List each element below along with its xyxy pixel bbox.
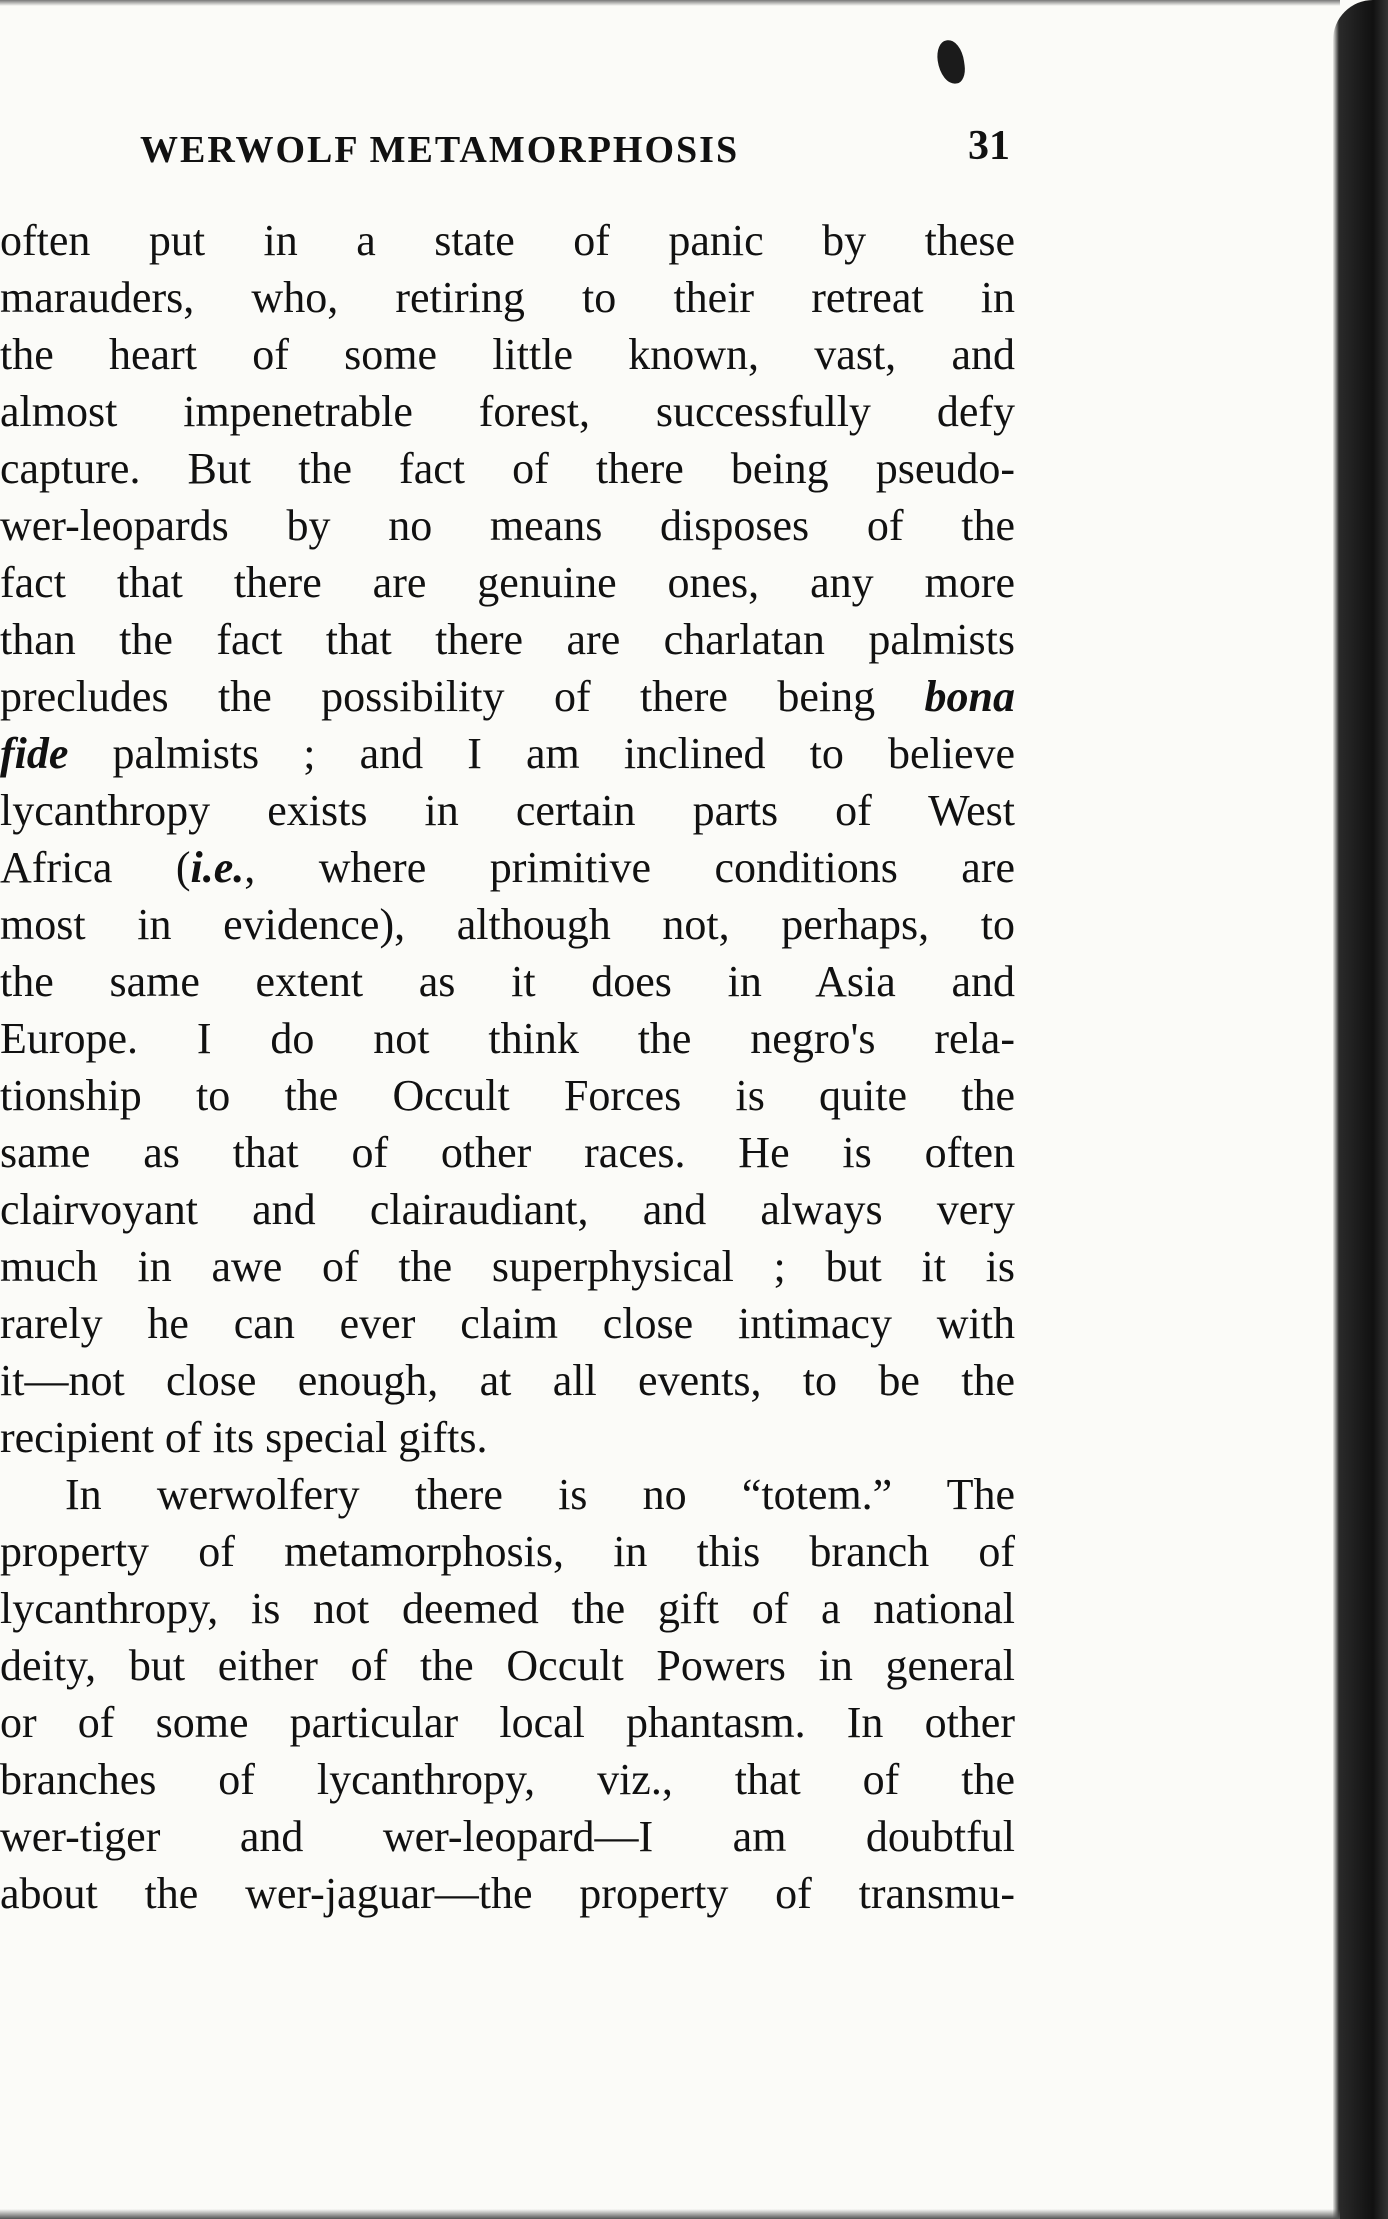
text-line: the same extent as it does in Asia and — [0, 957, 1015, 1006]
text-line: recipient of its special gifts. — [0, 1413, 488, 1462]
text-line — [0, 839, 1015, 896]
text-line: wer-leopards by no means disposes of the — [0, 501, 1015, 550]
page-number: 31 — [968, 123, 1010, 169]
text-line: wer-tiger and wer-leopard—I am doubtful — [0, 1812, 1015, 1861]
text-segment: , where primitive conditions are — [244, 843, 1015, 892]
text-segment: Africa ( — [0, 843, 191, 892]
text-line: Europe. I do not think the negro's rela- — [0, 1014, 1015, 1063]
text-line: or of some particular local phantasm. In other — [0, 1698, 1015, 1747]
italic-segment: bona — [924, 672, 1015, 721]
text-line — [0, 725, 1015, 782]
text-line: property of metamorphosis, in this branch of — [0, 1527, 1015, 1576]
running-title: WERWOLF METAMORPHOSIS — [140, 129, 740, 171]
text-line: most in evidence), although not, perhaps, to — [0, 900, 1015, 949]
text-line: same as that of other races. He is often — [0, 1128, 1015, 1177]
text-line: about the wer-jaguar—the property of transmu- — [0, 1869, 1015, 1918]
text-segment: precludes the possibility of there being — [0, 672, 925, 721]
book-cover-edge — [1333, 0, 1388, 2219]
text-line: tionship to the Occult Forces is quite the — [0, 1071, 1015, 1120]
text-line: clairvoyant and clairaudiant, and always very — [0, 1185, 1015, 1234]
text-segment: palmists ; and I am inclined to believe — [68, 729, 1015, 778]
text-line: lycanthropy, is not deemed the gift of a national — [0, 1584, 1015, 1633]
italic-segment: i.e. — [190, 843, 245, 892]
text-line — [0, 668, 1015, 725]
italic-segment: fide — [0, 729, 69, 778]
page-header — [140, 122, 1010, 182]
scan-edge-bottom — [0, 2209, 1340, 2219]
text-line: often put in a state of panic by these — [0, 216, 1015, 265]
text-line: branches of lycanthropy, viz., that of the — [0, 1755, 1015, 1804]
text-line: rarely he can ever claim close intimacy with — [0, 1299, 1015, 1348]
text-line: almost impenetrable forest, successfully defy — [0, 387, 1015, 436]
ink-blot-mark — [935, 38, 967, 85]
text-line: much in awe of the superphysical ; but it is — [0, 1242, 1015, 1291]
text-line: In werwolfery there is no “totem.” The — [65, 1470, 1015, 1519]
scan-edge-top — [0, 0, 1340, 6]
text-line: it—not close enough, at all events, to be the — [0, 1356, 1015, 1405]
text-line: fact that there are genuine ones, any more — [0, 558, 1015, 607]
text-line: the heart of some little known, vast, and — [0, 330, 1015, 379]
text-line: marauders, who, retiring to their retreat in — [0, 273, 1015, 322]
text-line: capture. But the fact of there being pseudo- — [0, 444, 1015, 493]
text-line: than the fact that there are charlatan palmists — [0, 615, 1015, 664]
text-line: lycanthropy exists in certain parts of West — [0, 786, 1015, 835]
body-text — [0, 212, 1015, 1922]
text-line: deity, but either of the Occult Powers in general — [0, 1641, 1015, 1690]
